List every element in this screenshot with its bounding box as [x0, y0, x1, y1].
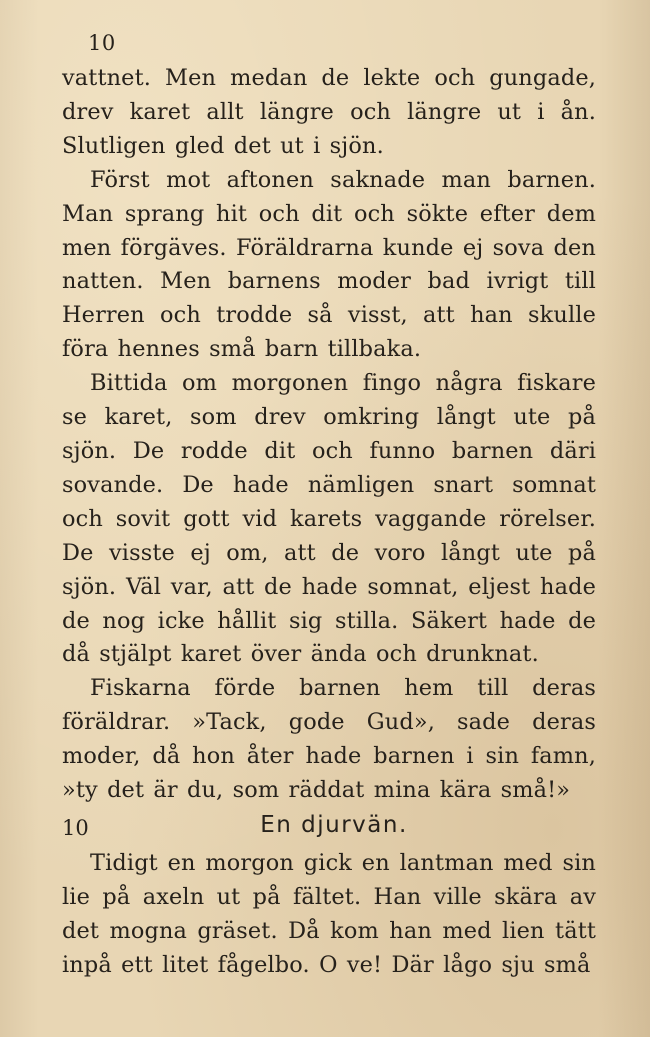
- paragraph: Bittida om morgonen fingo några fiskare se karet, som drev omkring långt ute på sjön. De rodde dit och funno barnen däri sovande. De hade nämligen snart somnat och sovit gott vid karets vaggande rörelser. De visste ej om, att de voro långt ute på sjön. Väl var, att de hade somnat, eljest hade de nog icke hållit sig stilla. Säkert hade de då stjälpt karet över ända och drunknat.: [62, 370, 596, 668]
- paragraph: Först mot aftonen saknade man barnen. Man sprang hit och dit och sökte efter dem men förgäves. Föräldrarna kunde ej sova den natten. Men barnens moder bad ivrigt till Herren och trodde så visst, att han skulle föra hennes små barn tillbaka.: [62, 166, 596, 363]
- section-text: [62, 847, 596, 983]
- paragraph: Fiskarna förde barnen hem till deras föräldrar. »Tack, gode Gud», sade deras moder, då hon åter hade barnen i sin famn, »ty det är du, som räddat mina kära små!»: [62, 675, 596, 804]
- section-title: En djurvän.: [260, 812, 408, 838]
- paragraph: Tidigt en morgon gick en lantman med sin lie på axeln ut på fältet. Han ville skära av det mogna gräset. Då kom han med lien tätt inpå ett litet fågelbo. O ve! Där lågo sju små: [62, 850, 596, 978]
- body-text: [62, 62, 596, 808]
- page-number: 10: [88, 31, 116, 55]
- paragraph: vattnet. Men medan de lekte och gungade, drev karet allt längre och längre ut i ån. Slutligen gled det ut i sjön.: [62, 65, 596, 159]
- section-number: 10: [62, 816, 89, 840]
- section-header: [62, 812, 596, 852]
